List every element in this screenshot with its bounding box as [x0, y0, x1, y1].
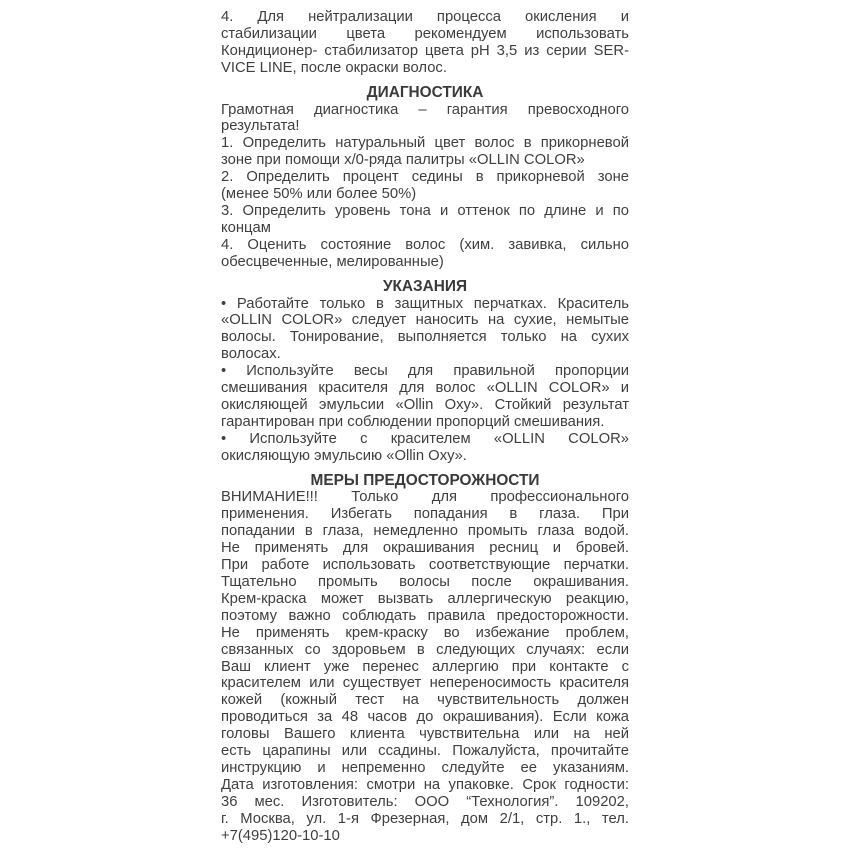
text-line: 4. Для нейтрализации процесса окисления и: [221, 9, 629, 25]
text-line: VICE LINE, после окраски волос.: [221, 59, 447, 76]
text-line: 2. Определить процент седины в прикорневой зоне: [221, 169, 629, 186]
text-line: Кондиционер- стабилизатор цвета pH 3,5 из серии SER-: [221, 42, 629, 59]
section-1: [221, 85, 629, 271]
text-line: +7(495)120-10-10: [221, 827, 340, 844]
text-line: Дата изготовления: смотри на упаковке. Срок годности:: [221, 776, 629, 793]
instruction-document: [221, 0, 629, 845]
text-line: • Используйте с красителем «OLLIN COLOR»: [221, 430, 629, 447]
text-line: кожей (кожный тест на чувствительность должен: [221, 692, 629, 709]
text-line: окисляющей эмульсии «Ollin Oxy». Стойкий результат: [221, 396, 629, 413]
section-heading: ДИАГНОСТИКА: [366, 83, 484, 101]
text-line: При работе использовать соответствующие перчатки.: [221, 557, 629, 574]
text-line: Грамотная диагностика – гарантия превосходного: [221, 101, 629, 118]
text-line: проводиться за 48 часов до окрашивания). Если кожа: [221, 709, 629, 726]
text-line: «OLLIN COLOR» следует наносить на сухие, немытые: [221, 312, 629, 329]
text-line: инструкцию и непременно следуйте ее указаниям.: [221, 759, 629, 776]
text-line: Не применять для окрашивания ресниц и бровей.: [221, 540, 629, 557]
text-line: есть царапины или ссадины. Пожалуйста, прочитайте: [221, 743, 629, 760]
text-line: волосах.: [221, 346, 281, 363]
text-line: применения. Избегать попадания в глаза. При: [221, 506, 629, 523]
text-line: 3. Определить уровень тона и оттенок по длине и по: [221, 202, 629, 219]
section-heading: УКАЗАНИЯ: [382, 277, 468, 295]
text-line: стабилизации цвета рекомендуем использовать: [221, 25, 629, 42]
text-line: Ваш клиент уже перенес аллергию при контакте с: [221, 658, 629, 675]
text-line: смешивания красителя для волос «OLLIN COLOR» и: [221, 380, 629, 397]
text-line: (менее 50% или более 50%): [221, 186, 417, 203]
text-line: красителем или существует непереносимость красителя: [221, 675, 629, 692]
section-0: [221, 9, 629, 77]
text-line: Крем-краска может вызвать аллергическую реакцию,: [221, 590, 629, 607]
text-line: 4. Оценить состояние волос (хим. завивка, сильно: [221, 236, 629, 253]
text-line: гарантирован при соблюдении пропорций смешивания.: [221, 413, 605, 430]
text-line: Тщательно промыть волосы после окрашивания.: [221, 574, 629, 590]
section-3: [221, 473, 629, 845]
text-line: обесцвеченные, мелированные): [221, 253, 444, 270]
text-line: ВНИМАНИЕ!!! Только для профессионального: [221, 489, 629, 506]
text-line: концам: [221, 219, 271, 236]
text-line: волосы. Тонирование, выполняется только на сухих: [221, 329, 629, 346]
text-line: 36 мес. Изготовитель: ООО “Технология”. 109202,: [221, 793, 629, 810]
text-line: • Используйте весы для правильной пропорции: [221, 363, 629, 380]
text-line: окисляющую эмульсию «Ollin Oxy».: [221, 447, 467, 464]
section-heading: МЕРЫ ПРЕДОСТОРОЖНОСТИ: [310, 471, 540, 489]
text-line: результата!: [221, 118, 300, 135]
text-line: попадании в глаза, немедленно промыть глаза водой.: [221, 523, 629, 540]
text-line: 1. Определить натуральный цвет волос в прикорневой: [221, 135, 629, 152]
text-line: головы Вашего клиента чувствительна или на ней: [221, 726, 629, 743]
section-2: [221, 279, 629, 465]
text-line: Не применять крем-краску во избежание проблем,: [221, 624, 629, 641]
text-line: • Работайте только в защитных перчатках. Краситель: [221, 295, 629, 312]
text-line: связанных со здоровьем в следующих случаях: если: [221, 641, 629, 658]
text-line: г. Москва, ул. 1-я Фрезерная, дом 2/1, стр. 1., тел.: [221, 810, 629, 827]
text-line: зоне при помощи х/0-ряда палитры «OLLIN COLOR»: [221, 152, 585, 169]
text-line: поэтому важно соблюдать правила предосторожности.: [221, 607, 629, 624]
